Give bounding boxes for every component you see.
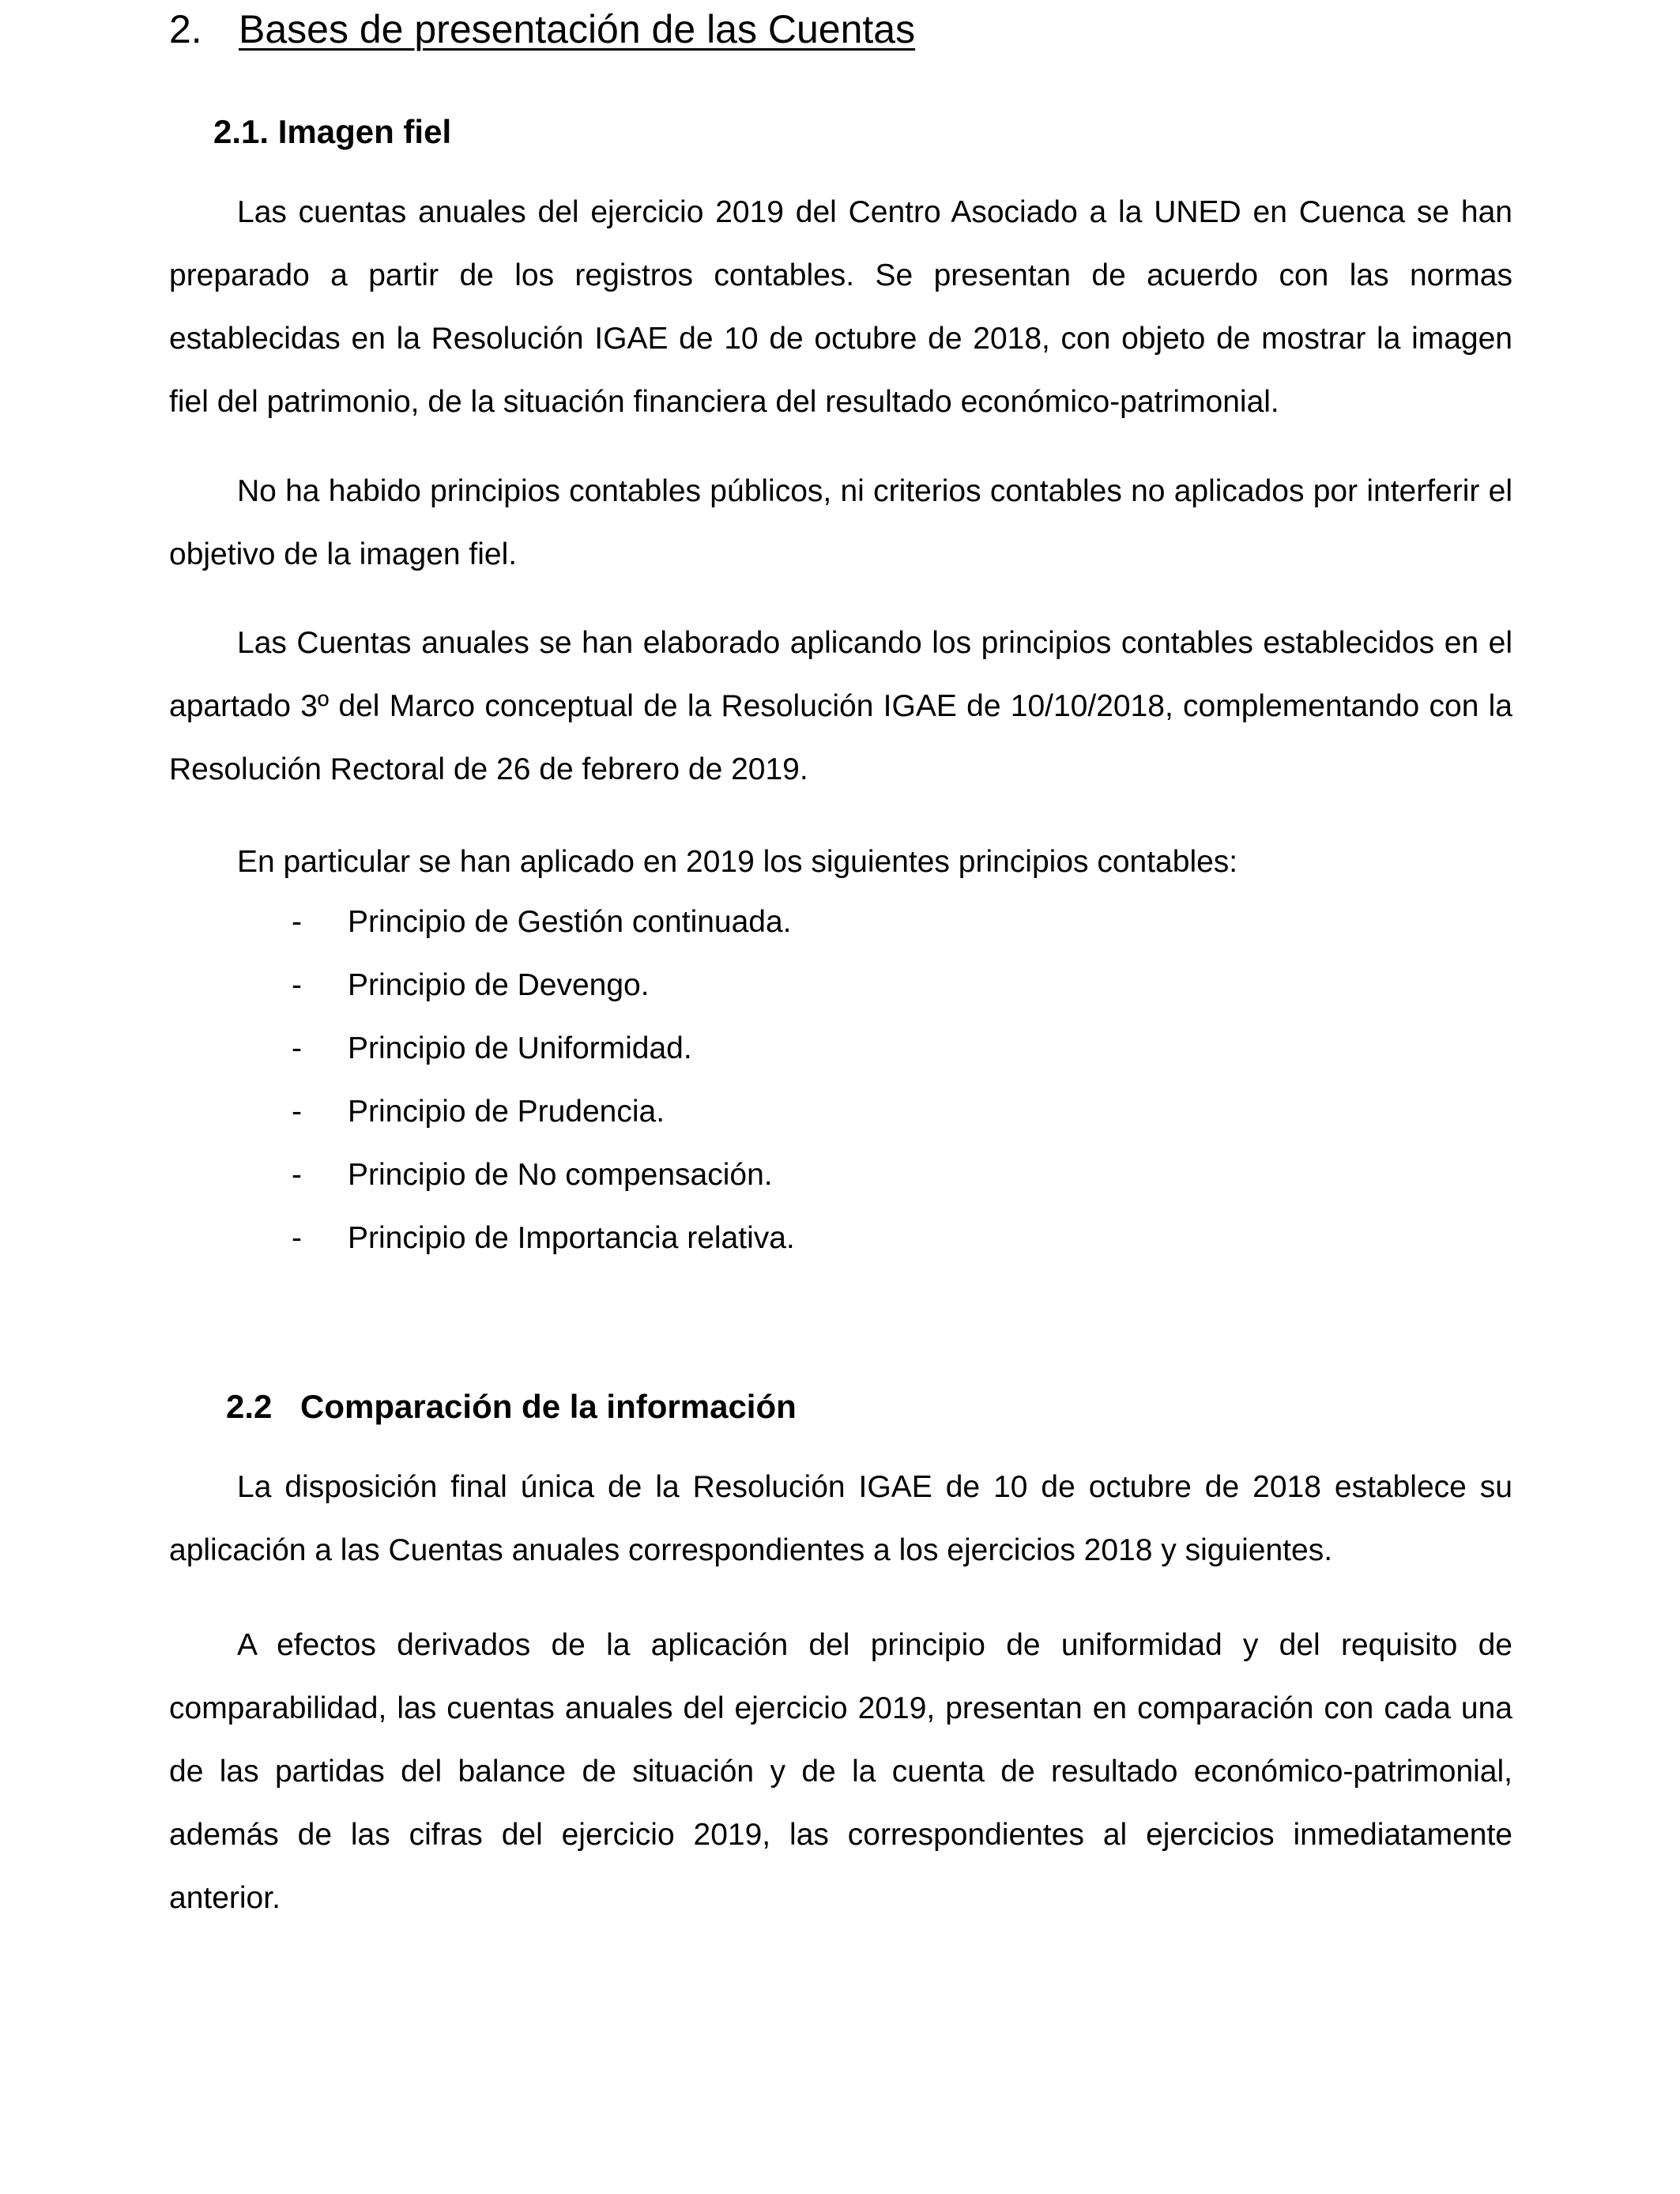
section-number: 2. xyxy=(169,7,202,51)
subsection-number: 2.2 xyxy=(226,1388,273,1425)
subsection-title: Comparación de la información xyxy=(300,1388,797,1425)
list-item-text: Principio de Gestión continuada. xyxy=(348,905,792,939)
list-item xyxy=(292,1207,795,1270)
principles-list xyxy=(292,891,795,1270)
paragraph-imagen-fiel-3: Las Cuentas anuales se han elaborado aplicando los principios contables establecidos en el apartado 3º del Marco conceptual de la Resolución IGAE de 10/10/2018, complementando con la Resolución Rectoral de 26 de febrero de 2019. xyxy=(169,626,1512,786)
list-item-text: Principio de Importancia relativa. xyxy=(348,1221,795,1255)
list-dash: - xyxy=(292,1095,302,1129)
list-dash: - xyxy=(292,905,302,939)
list-item-text: Principio de Devengo. xyxy=(348,968,650,1002)
list-item-text: Principio de No compensación. xyxy=(348,1158,773,1192)
paragraph-imagen-fiel-2: No ha habido principios contables públicos, ni criterios contables no aplicados por interferir el objetivo de la imagen fiel. xyxy=(169,474,1512,571)
paragraph-comparacion-2: A efectos derivados de la aplicación del principio de uniformidad y del requisito de comparabilidad, las cuentas anuales del ejercicio 2019, presentan en comparación con cada una de las partidas del balance de situación y de la cuenta de resultado económico-patrimonial, además de las cifras del ejercicio 2019, las correspondientes al ejercicios inmediatamente anterior. xyxy=(169,1628,1512,1915)
paragraph-imagen-fiel-1: Las cuentas anuales del ejercicio 2019 del Centro Asociado a la UNED en Cuenca se han preparado a partir de los registros contables. Se presentan de acuerdo con las normas establecidas en la Resolución IGAE de 10 de octubre de 2018, con objeto de mostrar la imagen fiel del patrimonio, de la situación financiera del resultado económico-patrimonial. xyxy=(169,195,1512,419)
list-item-text: Principio de Prudencia. xyxy=(348,1095,665,1129)
list-dash: - xyxy=(292,968,302,1002)
list-item xyxy=(292,1080,795,1144)
list-dash: - xyxy=(292,1031,302,1065)
list-item xyxy=(292,954,795,1017)
list-item-text: Principio de Uniformidad. xyxy=(348,1031,692,1065)
list-item xyxy=(292,1017,795,1080)
list-dash: - xyxy=(292,1221,302,1255)
paragraph-comparacion-1: La disposición final única de la Resolución IGAE de 10 de octubre de 2018 establece su aplicación a las Cuentas anuales correspondientes a los ejercicios 2018 y siguientes. xyxy=(169,1470,1512,1567)
section-heading xyxy=(169,3,915,55)
subsection-heading-comparacion xyxy=(226,1385,797,1429)
list-dash: - xyxy=(292,1158,302,1192)
paragraph-imagen-fiel-4: En particular se han aplicado en 2019 los siguientes principios contables: xyxy=(237,845,1238,879)
list-item xyxy=(292,891,795,954)
list-item xyxy=(292,1144,795,1207)
subsection-heading-imagen-fiel: 2.1. Imagen fiel xyxy=(213,113,452,150)
section-title: Bases de presentación de las Cuentas xyxy=(239,7,916,51)
